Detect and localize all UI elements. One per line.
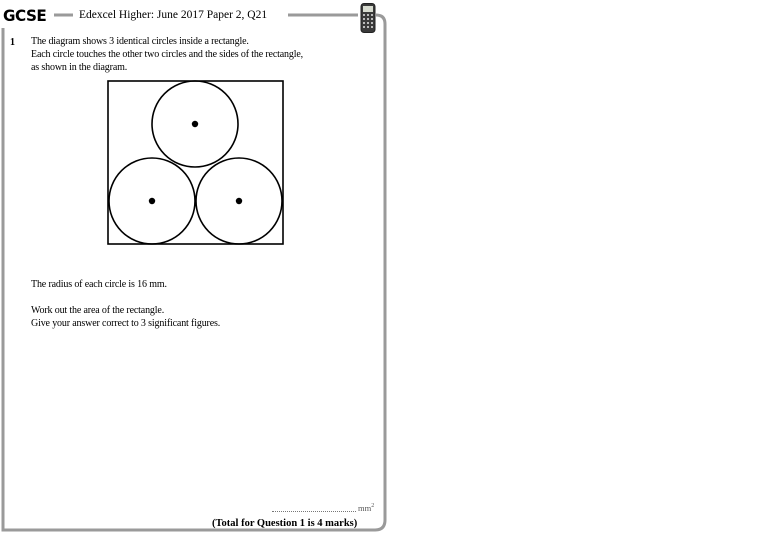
header-title: Edexcel Higher: June 2017 Paper 2, Q21 [79, 9, 268, 21]
task-line-2: Give your answer correct to 3 significant figures. [31, 318, 221, 329]
intro-line-1: The diagram shows 3 identical circles inside a rectangle. [31, 36, 249, 47]
question-number: 1 [10, 37, 15, 48]
circles-diagram [106, 79, 286, 247]
answer-unit [358, 503, 374, 513]
centre-dot-bottom-right [236, 198, 242, 204]
centre-dot-bottom-left [149, 198, 155, 204]
total-marks: (Total for Question 1 is 4 marks) [212, 518, 358, 529]
answer-unit-power: 2 [371, 503, 375, 510]
calculator-icon [360, 3, 376, 33]
radius-text: The radius of each circle is 16 mm. [31, 279, 167, 290]
intro-line-2: Each circle touches the other two circles and the sides of the rectangle, [31, 49, 303, 60]
brand-logo: GCSE [3, 6, 47, 25]
intro-line-3: as shown in the diagram. [31, 62, 128, 73]
centre-dot-top [192, 121, 198, 127]
task-line-1: Work out the area of the rectangle. [31, 305, 165, 316]
answer-line[interactable] [272, 505, 356, 512]
answer-unit-text: mm [358, 503, 372, 513]
